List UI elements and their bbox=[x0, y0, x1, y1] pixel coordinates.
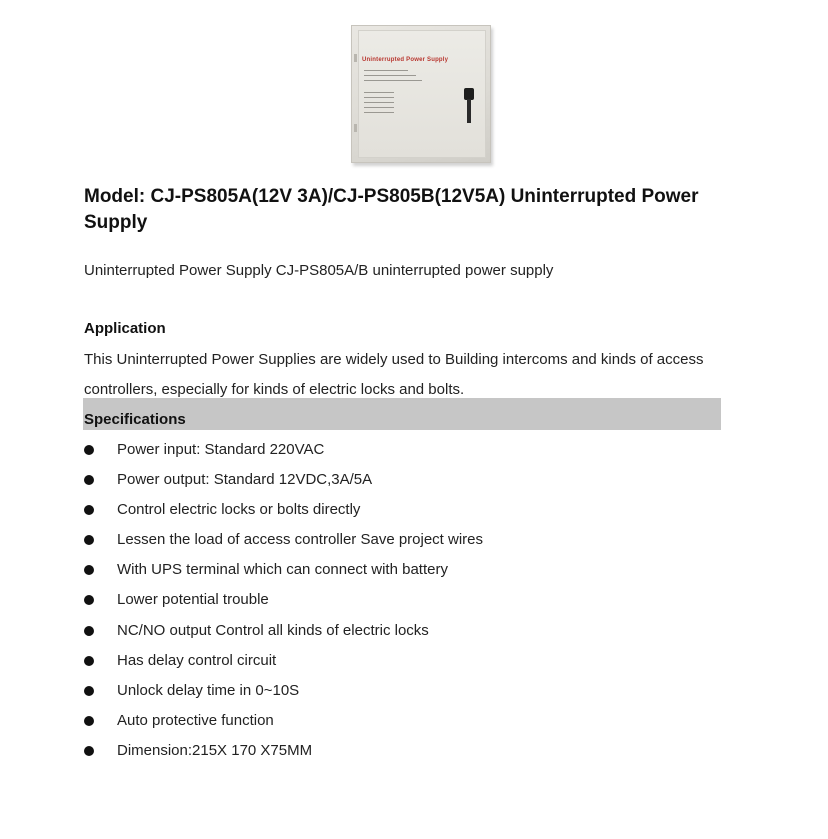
specifications-heading: Specifications bbox=[84, 411, 186, 428]
bullet-icon bbox=[84, 475, 94, 485]
label-line bbox=[364, 75, 416, 76]
product-subtitle: Uninterrupted Power Supply CJ-PS805A/B uninterrupted power supply bbox=[84, 262, 554, 279]
bullet-icon bbox=[84, 686, 94, 696]
spec-item-text: Has delay control circuit bbox=[117, 651, 277, 669]
hinge-bottom bbox=[354, 124, 357, 132]
model-title: Model: CJ-PS805A(12V 3A)/CJ-PS805B(12V5A) Uninterrupted Power Supply bbox=[84, 186, 699, 233]
spec-item-text: Lessen the load of access controller Save project wires bbox=[117, 531, 484, 549]
label-line bbox=[364, 70, 408, 71]
label-line bbox=[364, 102, 394, 103]
spec-item-text: Dimension:215X 170 X75MM bbox=[117, 741, 313, 759]
spec-item-text: Power output: Standard 12VDC,3A/5A bbox=[117, 471, 373, 489]
bullet-icon bbox=[84, 746, 94, 756]
bullet-icon bbox=[84, 626, 94, 636]
spec-item-text: With UPS terminal which can connect with battery bbox=[117, 561, 448, 579]
key-icon bbox=[467, 99, 471, 123]
bullet-icon bbox=[84, 565, 94, 575]
bullet-icon bbox=[84, 535, 94, 545]
spec-item-text: Unlock delay time in 0~10S bbox=[117, 681, 300, 699]
bullet-icon bbox=[84, 656, 94, 666]
product-photo bbox=[351, 25, 491, 163]
label-line bbox=[364, 112, 394, 113]
label-line bbox=[364, 107, 394, 108]
bullet-icon bbox=[84, 716, 94, 726]
label-line bbox=[364, 97, 394, 98]
spec-item-text: Control electric locks or bolts directly bbox=[117, 501, 361, 519]
spec-item-text: Lower potential trouble bbox=[117, 591, 269, 609]
spec-item-text: Power input: Standard 220VAC bbox=[117, 441, 325, 458]
hinge-top bbox=[354, 54, 357, 62]
spec-item-text: Auto protective function bbox=[117, 711, 274, 729]
label-line bbox=[364, 80, 422, 81]
bullet-icon bbox=[84, 595, 94, 605]
application-text: This Uninterrupted Power Supplies are widely used to Building intercoms and kinds of access controllers, especially for kinds of electric locks and bolts. bbox=[84, 351, 704, 398]
enclosure-label: Uninterrupted Power Supply bbox=[362, 57, 449, 63]
application-heading: Application bbox=[84, 320, 166, 337]
label-line bbox=[364, 92, 394, 93]
bullet-icon bbox=[84, 445, 94, 455]
spec-item-text: NC/NO output Control all kinds of electric locks bbox=[117, 621, 429, 639]
bullet-icon bbox=[84, 505, 94, 515]
